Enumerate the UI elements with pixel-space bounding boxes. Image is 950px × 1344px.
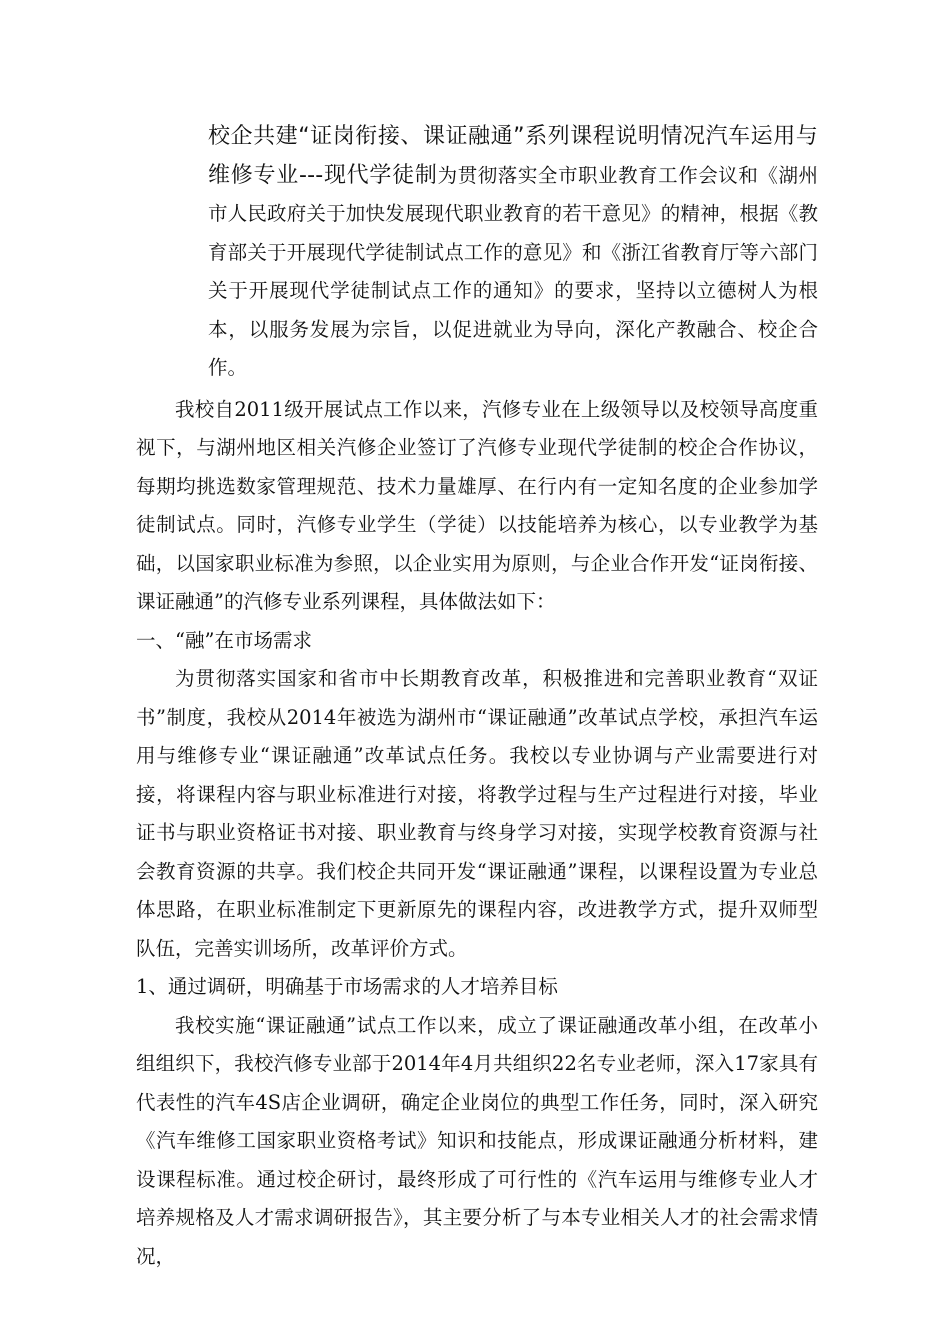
subsection-heading-research: 1、通过调研，明确基于市场需求的人才培养目标: [136, 975, 558, 998]
title-paragraph: [136, 118, 818, 388]
paragraph-pilot-work: 我校自2011级开展试点工作以来，汽修专业在上级领导以及校领导高度重视下，与湖州地区相关汽修企业签订了汽修专业现代学徒制的校企合作协议，每期均挑选数家管理规范、技术力量雄厚、在行内有一定知名度的企业参加学徒制试点。同时，汽修专业学生（学徒）以技能培养为核心，以专业教学为基础，以国家职业标准为参照，以企业实用为原则，与企业合作开发“证岗衔接、课证融通”的汽修专业系列课程，具体做法如下：: [136, 397, 818, 613]
section-heading-market-demand: 一、“融”在市场需求: [136, 628, 312, 652]
paragraph-dual-certificate: 为贯彻落实国家和省市中长期教育改革，积极推进和完善职业教育“双证书”制度，我校从2014年被选为湖州市“课证融通”改革试点学校，承担汽车运用与维修专业“课证融通”改革试点任务。我校以专业协调与产业需要进行对接，将课程内容与职业标准进行对接，将教学过程与生产过程进行对接，毕业证书与职业资格证书对接、职业教育与终身学习对接，实现学校教育资源与社会教育资源的共享。我们校企共同开发“课证融通”课程，以课程设置为专业总体思路，在职业标准制定下更新原先的课程内容，改进教学方式，提升双师型队伍，完善实训场所，改革评价方式。: [136, 667, 818, 960]
paragraph-research-details: 我校实施“课证融通”试点工作以来，成立了课证融通改革小组，在改革小组组织下，我校汽修专业部于2014年4月共组织22名专业老师，深入17家具有代表性的汽车4S店企业调研，确定企业岗位的典型工作任务，同时，深入研究《汽车维修工国家职业资格考试》知识和技能点，形成课证融通分析材料，建设课程标准。通过校企研讨，最终形成了可行性的《汽车运用与维修专业人才培养规格及人才需求调研报告》，其主要分析了与本专业相关人才的社会需求情况，: [136, 1013, 818, 1268]
intro-text: 为贯彻落实全市职业教育工作会议和《湖州市人民政府关于加快发展现代职业教育的若干意见》的精神，根据《教育部关于开展现代学徒制试点工作的意见》和《浙江省教育厅等六部门关于开展现代学徒制试点工作的通知》的要求，坚持以立德树人为根本，以服务发展为宗旨，以促进就业为导向，深化产教融合、校企合作。: [208, 163, 818, 379]
document-title: 校企共建“证岗衔接、课证融通”系列课程说明情况汽车运用与维修专业---现代学徒制: [208, 124, 818, 188]
